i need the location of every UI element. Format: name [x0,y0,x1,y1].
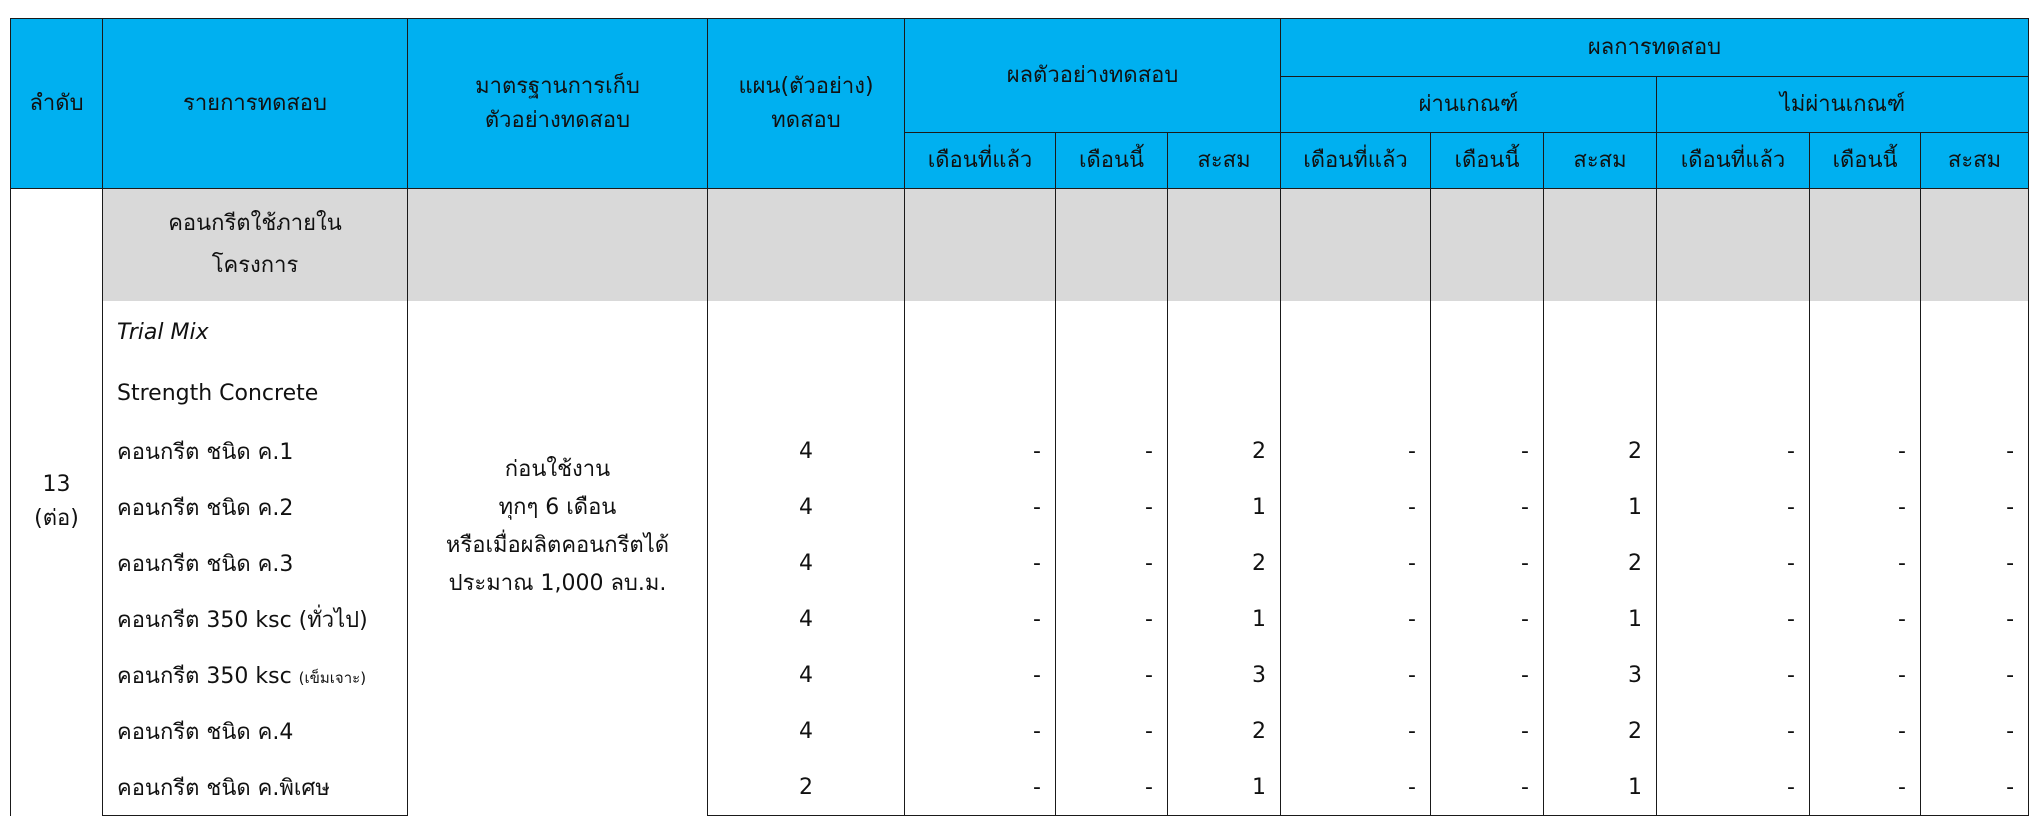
row-pass-cum: 2 [1544,535,1657,591]
row-plan: 4 [708,423,905,479]
group-cell [1544,189,1657,302]
row-fail-this: - [1810,647,1921,703]
row-pass-this: - [1431,591,1544,647]
row-fail-this: - [1810,479,1921,535]
header-fail-cumulative: สะสม [1921,133,2029,189]
group-cell [708,189,905,302]
table-row [11,591,2029,647]
table-row [11,703,2029,759]
header-samples-this-month: เดือนนี้ [1056,133,1168,189]
row-pass-this: - [1431,647,1544,703]
header-fail: ไม่ผ่านเกณฑ์ [1657,77,2029,133]
row-samples-this: - [1056,535,1168,591]
header-order: ลำดับ [11,19,103,189]
table-row [11,479,2029,535]
header-pass-cumulative: สะสม [1544,133,1657,189]
row-samples-last: - [905,423,1056,479]
row-fail-last: - [1657,479,1810,535]
subheading-row [11,363,2029,423]
group-cell [1431,189,1544,302]
group-cell [1810,189,1921,302]
row-samples-last: - [905,591,1056,647]
group-cell [905,189,1056,302]
row-pass-cum: 2 [1544,703,1657,759]
row-name-cell [103,647,408,703]
order-number: 13 [42,472,71,498]
standard-line-3: หรือเมื่อผลิตคอนกรีตได้ [445,533,670,558]
row-samples-last: - [905,703,1056,759]
row-fail-cum: - [1921,759,2029,816]
row-name: คอนกรีต 350 ksc [117,663,292,689]
row-plan: 4 [708,479,905,535]
row-samples-cum: 2 [1168,423,1281,479]
row-fail-this: - [1810,759,1921,816]
row-plan: 4 [708,703,905,759]
header-fail-last-month: เดือนที่แล้ว [1657,133,1810,189]
table-row [11,759,2029,816]
header-test-result: ผลการทดสอบ [1281,19,2029,77]
row-fail-cum: - [1921,423,2029,479]
row-samples-last: - [905,759,1056,816]
row-plan: 4 [708,591,905,647]
order-note: (ต่อ) [34,506,79,532]
row-fail-last: - [1657,759,1810,816]
row-name: คอนกรีต ชนิด ค.3 [103,535,408,591]
row-samples-cum: 2 [1168,535,1281,591]
row-samples-cum: 3 [1168,647,1281,703]
row-samples-this: - [1056,759,1168,816]
row-fail-last: - [1657,423,1810,479]
row-samples-cum: 1 [1168,479,1281,535]
standard-line-4: ประมาณ 1,000 ลบ.ม. [448,571,667,596]
row-samples-this: - [1056,703,1168,759]
row-samples-this: - [1056,423,1168,479]
row-samples-last: - [905,535,1056,591]
table-row [11,647,2029,703]
row-samples-cum: 2 [1168,703,1281,759]
row-plan: 2 [708,759,905,816]
header-plan [708,19,905,189]
row-pass-this: - [1431,479,1544,535]
row-fail-last: - [1657,647,1810,703]
row-pass-last: - [1281,479,1431,535]
standard-cell [408,301,708,816]
subheading-strength: Strength Concrete [103,363,408,423]
standard-line-2: ทุกๆ 6 เดือน [498,495,617,520]
row-name-suffix: (เข็มเจาะ) [298,668,367,687]
row-pass-this: - [1431,535,1544,591]
row-plan: 4 [708,647,905,703]
header-sampling-standard-line2: ตัวอย่างทดสอบ [484,107,631,133]
row-fail-this: - [1810,535,1921,591]
test-results-table [10,18,2029,816]
header-plan-line2: ทดสอบ [771,107,841,133]
row-pass-cum: 1 [1544,479,1657,535]
header-sampling-standard-line1: มาตรฐานการเก็บ [475,73,640,99]
row-pass-this: - [1431,423,1544,479]
header-samples-result: ผลตัวอย่างทดสอบ [905,19,1281,133]
row-samples-this: - [1056,647,1168,703]
standard-line-1: ก่อนใช้งาน [504,457,611,482]
group-cell [1657,189,1810,302]
header-sampling-standard [408,19,708,189]
header-test-item: รายการทดสอบ [103,19,408,189]
header-plan-line1: แผน(ตัวอย่าง) [738,73,874,99]
table-row [11,535,2029,591]
table-row [11,423,2029,479]
group-title-text: คอนกรีตใช้ภายในโครงการ [168,211,342,278]
row-samples-cum: 1 [1168,759,1281,816]
group-cell [1921,189,2029,302]
row-pass-last: - [1281,703,1431,759]
row-pass-cum: 1 [1544,759,1657,816]
header-samples-last-month: เดือนที่แล้ว [905,133,1056,189]
row-pass-last: - [1281,535,1431,591]
row-pass-this: - [1431,759,1544,816]
row-fail-last: - [1657,591,1810,647]
header-pass-last-month: เดือนที่แล้ว [1281,133,1431,189]
group-cell [1056,189,1168,302]
row-samples-this: - [1056,591,1168,647]
group-row [11,189,2029,302]
group-cell [1168,189,1281,302]
row-pass-cum: 2 [1544,423,1657,479]
row-name: คอนกรีต ชนิด ค.2 [103,479,408,535]
row-pass-this: - [1431,703,1544,759]
row-fail-this: - [1810,703,1921,759]
row-fail-this: - [1810,591,1921,647]
row-fail-cum: - [1921,647,2029,703]
row-fail-cum: - [1921,703,2029,759]
row-fail-last: - [1657,703,1810,759]
row-name: คอนกรีต ชนิด ค.1 [103,423,408,479]
row-pass-last: - [1281,423,1431,479]
row-samples-last: - [905,479,1056,535]
subheading-trial-mix: Trial Mix [103,301,408,363]
row-pass-cum: 1 [1544,591,1657,647]
row-name: คอนกรีต ชนิด ค.4 [103,703,408,759]
row-name: คอนกรีต ชนิด ค.พิเศษ [103,759,408,816]
row-fail-cum: - [1921,479,2029,535]
row-samples-this: - [1056,479,1168,535]
header-pass: ผ่านเกณฑ์ [1281,77,1657,133]
row-name: คอนกรีต 350 ksc (ทั่วไป) [103,591,408,647]
order-cell [11,189,103,816]
row-fail-last: - [1657,535,1810,591]
row-fail-this: - [1810,423,1921,479]
row-pass-last: - [1281,759,1431,816]
header-fail-this-month: เดือนนี้ [1810,133,1921,189]
row-pass-last: - [1281,647,1431,703]
group-title [103,189,408,302]
group-cell [1281,189,1431,302]
row-samples-cum: 1 [1168,591,1281,647]
row-pass-last: - [1281,591,1431,647]
group-cell [408,189,708,302]
header-pass-this-month: เดือนนี้ [1431,133,1544,189]
row-samples-last: - [905,647,1056,703]
header-samples-cumulative: สะสม [1168,133,1281,189]
subheading-row [11,301,2029,363]
test-results-table-wrapper [10,18,2029,816]
row-fail-cum: - [1921,535,2029,591]
row-fail-cum: - [1921,591,2029,647]
row-plan: 4 [708,535,905,591]
row-pass-cum: 3 [1544,647,1657,703]
